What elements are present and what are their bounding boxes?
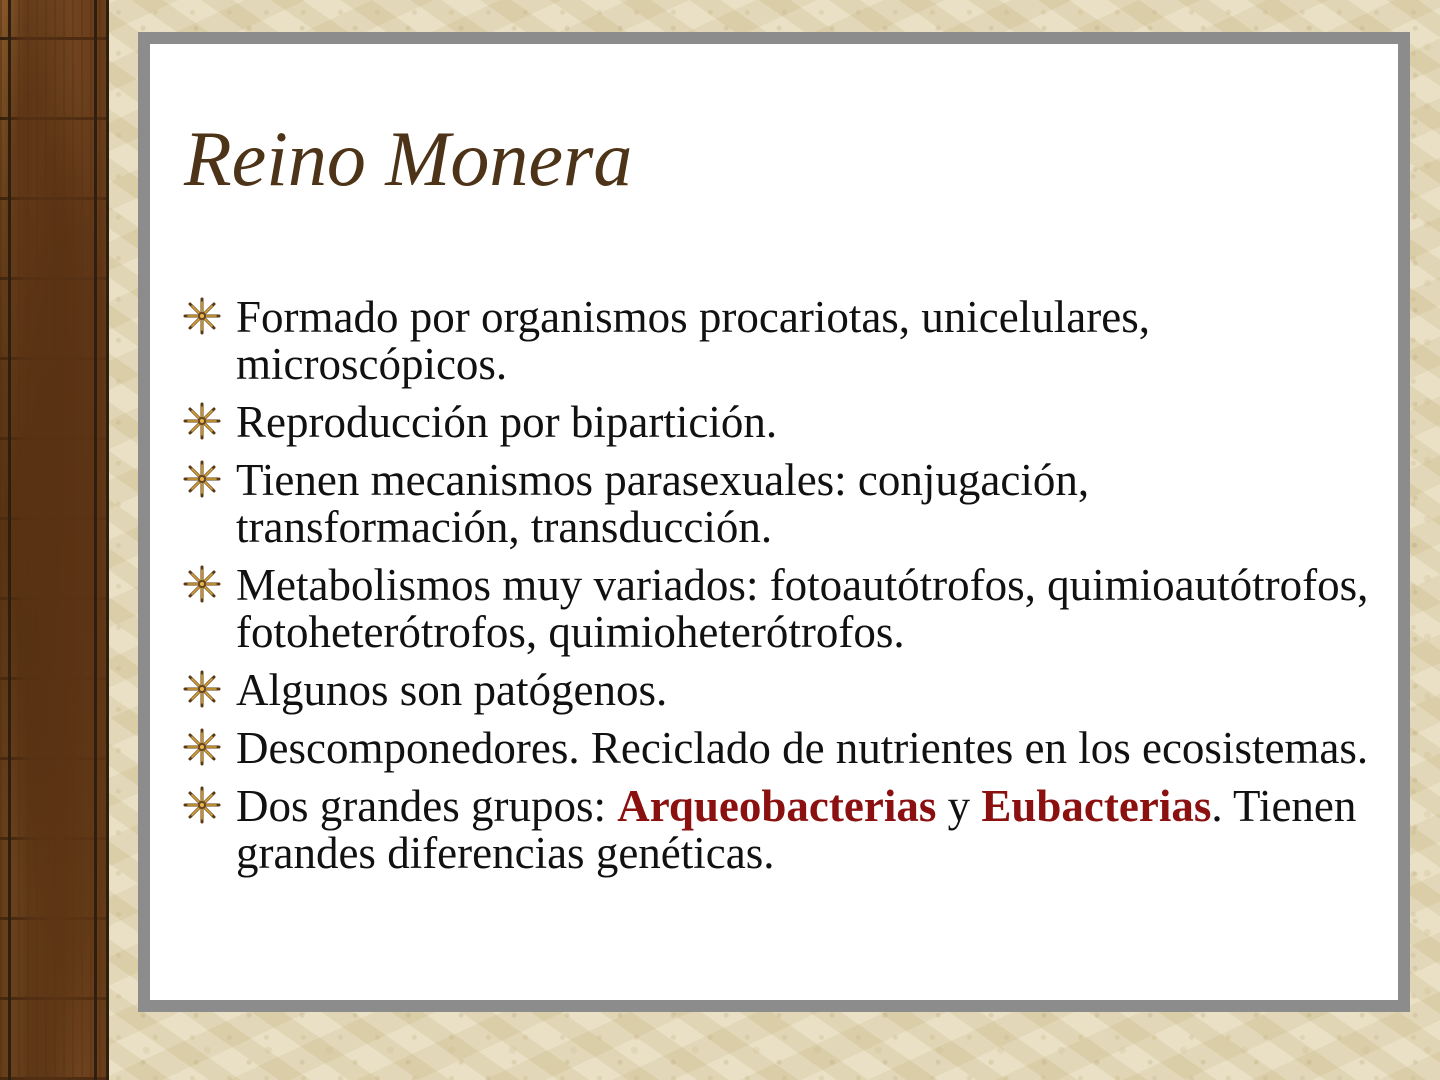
- bullet-text-prefix: Dos grandes grupos:: [236, 781, 618, 831]
- slide-title: Reino Monera: [184, 115, 633, 202]
- bullet-list: [182, 294, 1382, 888]
- slide-content: [150, 44, 1398, 1000]
- list-item: [182, 399, 1382, 446]
- list-item: [182, 783, 1382, 877]
- highlight-archaea: Arqueobacterias: [617, 781, 937, 831]
- bullet-text-suffix: . Tienen grandes diferencias genéticas.: [236, 781, 1357, 878]
- list-item: [182, 562, 1382, 656]
- star-burst-icon: [182, 296, 222, 336]
- list-item: [182, 294, 1382, 388]
- highlight-eubacteria: Eubacterias: [981, 781, 1212, 831]
- bullet-text: Descomponedores. Reciclado de nutrientes en los ecosistemas.: [236, 723, 1369, 773]
- list-item: [182, 457, 1382, 551]
- list-item: [182, 725, 1382, 772]
- star-burst-icon: [182, 401, 222, 441]
- bullet-text: Metabolismos muy variados: fotoautótrofos, quimioautótrofos, fotoheterótrofos, quimioheterótrofos.: [236, 560, 1369, 657]
- list-item: [182, 667, 1382, 714]
- bullet-text: Tienen mecanismos parasexuales: conjugación, transformación, transducción.: [236, 455, 1090, 552]
- bullet-text: Reproducción por bipartición.: [236, 397, 778, 447]
- bullet-text-middle: y: [936, 781, 982, 831]
- decorative-side-strip: [0, 0, 109, 1080]
- star-burst-icon: [182, 459, 222, 499]
- star-burst-icon: [182, 727, 222, 767]
- star-burst-icon: [182, 785, 222, 825]
- bullet-text: Algunos son patógenos.: [236, 665, 668, 715]
- star-burst-icon: [182, 669, 222, 709]
- slide-frame: [138, 32, 1410, 1012]
- star-burst-icon: [182, 564, 222, 604]
- bullet-text: Formado por organismos procariotas, unicelulares, microscópicos.: [236, 292, 1150, 389]
